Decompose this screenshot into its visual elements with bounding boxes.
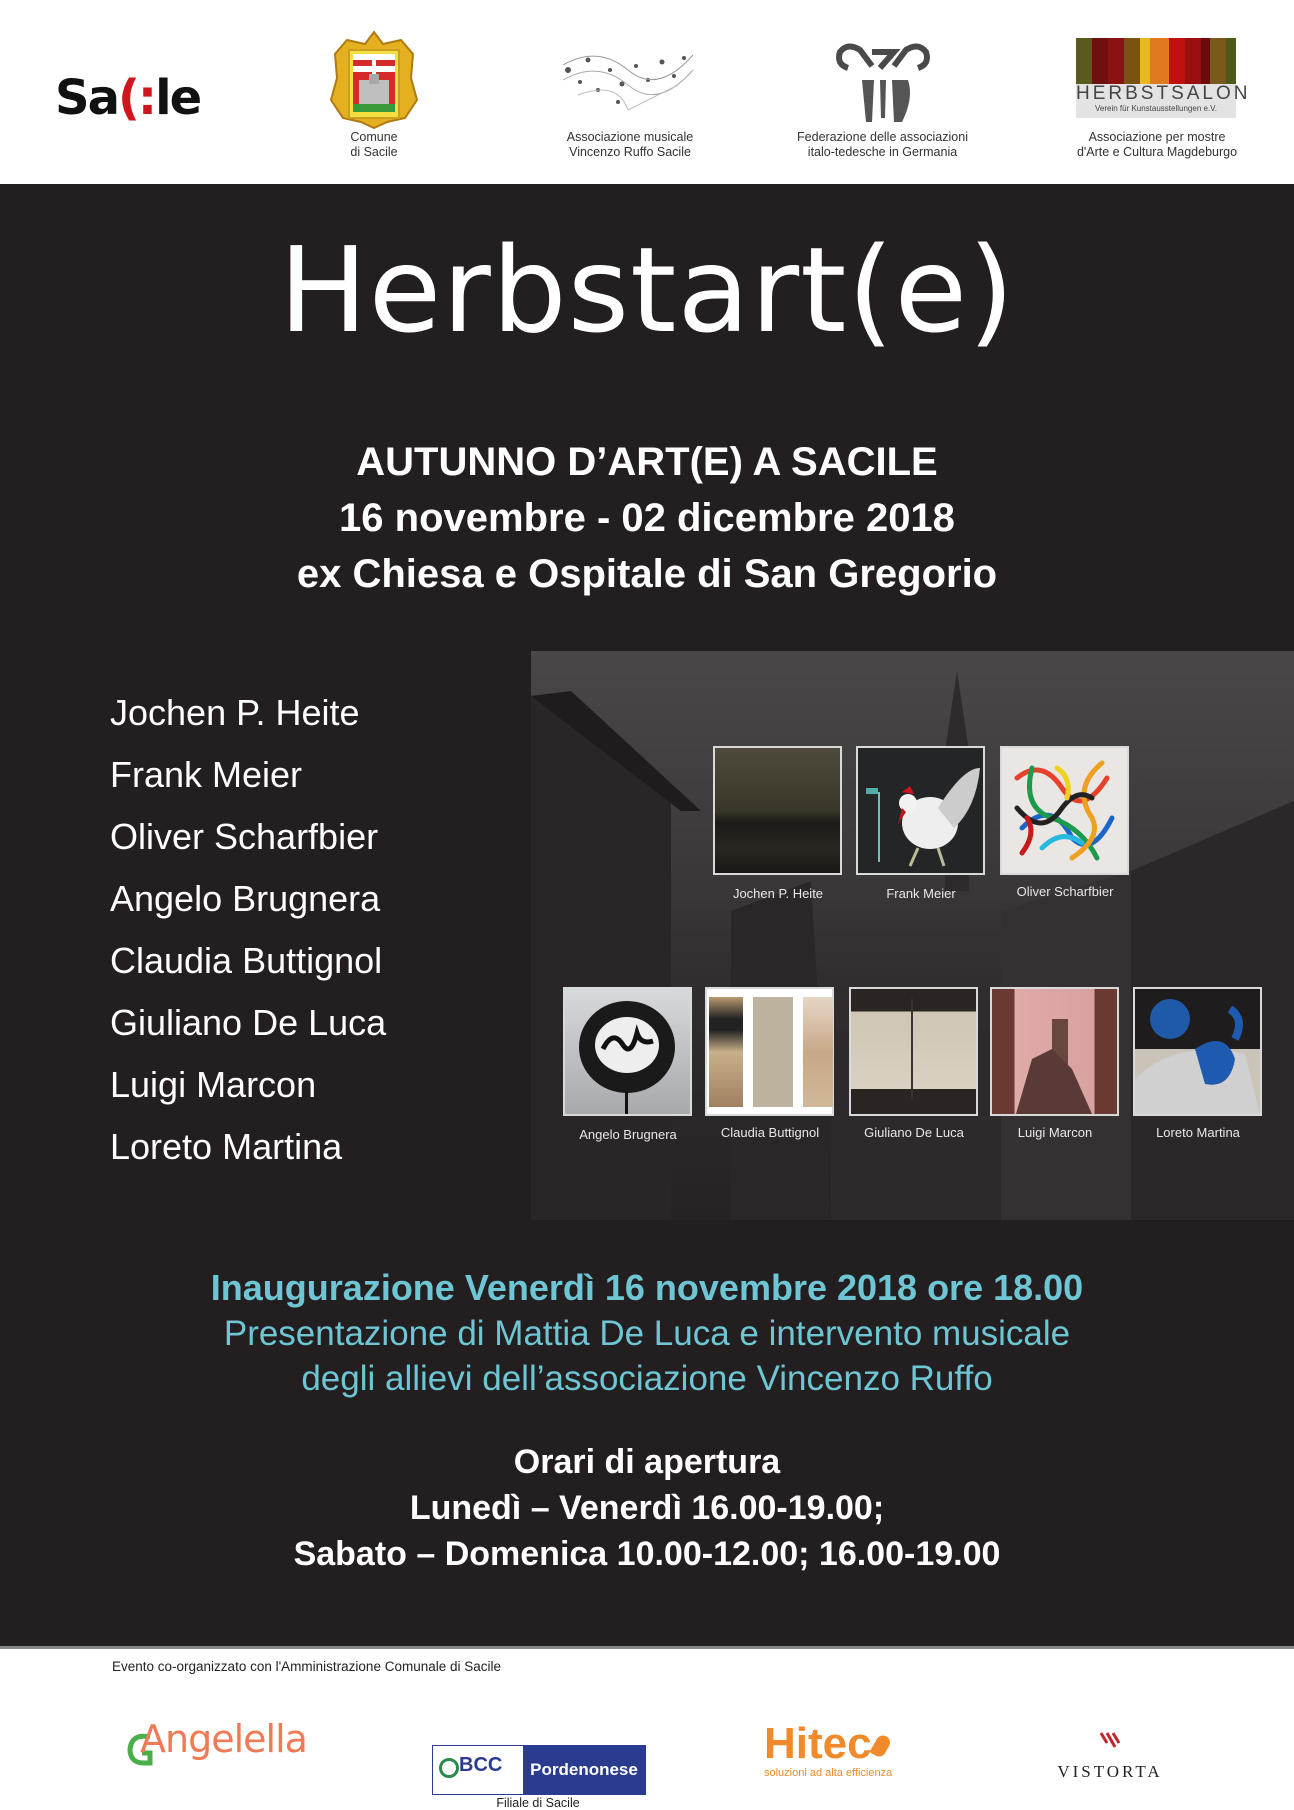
artwork-caption: Loreto Martina [1156, 1125, 1240, 1140]
angelella-wordmark: Angelella [140, 1717, 307, 1761]
caption-line: Comune [350, 130, 398, 144]
header-logo-bar [0, 0, 1294, 184]
caption-line: di Sacile [350, 145, 398, 159]
hitec-drop-icon [869, 1733, 892, 1759]
caption-line: Vincenzo Ruffo Sacile [569, 145, 691, 159]
artwork-thumbnail [705, 987, 834, 1116]
bcc-left [433, 1746, 523, 1794]
artwork-thumbnail [1000, 746, 1129, 875]
ruffo-caption [545, 130, 715, 160]
event-title: Herbstart(e) [278, 221, 1016, 359]
artwork-thumbnail [1133, 987, 1262, 1116]
artists-list [110, 688, 386, 1184]
sacile-logo-part: le [155, 70, 201, 126]
hours-weekend: Sabato – Domenica 10.00-12.00; 16.00-19.00 [293, 1535, 1001, 1573]
hitec-tagline: soluzioni ad alta efficienza [764, 1767, 893, 1779]
hours-heading: Orari di apertura [513, 1443, 781, 1481]
artwork-caption: Claudia Buttignol [720, 1125, 820, 1140]
artist-name: Angelo Brugnera [110, 878, 381, 919]
artwork-caption: Angelo Brugnera [579, 1127, 677, 1142]
vistorta-stripes-icon [1097, 1731, 1123, 1757]
hitec-wordmark: Hitec [764, 1719, 872, 1768]
artist-name: Frank Meier [110, 754, 303, 795]
inauguration-headline: Inaugurazione Venerdì 16 novembre 2018 ore 18.00 [210, 1267, 1084, 1308]
herbstsalon-caption [1062, 130, 1252, 160]
vistorta-logo [1050, 1731, 1170, 1782]
artist-name: Claudia Buttignol [110, 940, 383, 981]
caption-line: Associazione per mostre [1088, 130, 1226, 144]
artwork-thumbnail [713, 746, 842, 875]
event-dates: 16 novembre - 02 dicembre 2018 [339, 496, 955, 540]
sacile-logo-part: Sa [55, 70, 118, 126]
sacile-logo [55, 70, 200, 126]
herbstsalon-tagline: Verein für Kunstausstellungen e.V. [1094, 104, 1217, 113]
sacile-logo-bracket: (: [117, 70, 156, 126]
herbstsalon-wordmark: HERBSTSALON [1076, 83, 1251, 104]
gallery-photo-panel [531, 651, 1294, 1220]
caption-line: d'Arte e Cultura Magdeburgo [1076, 145, 1238, 159]
event-venue: ex Chiesa e Ospitale di San Gregorio [296, 552, 998, 596]
bcc-caption: Filiale di Sacile [496, 1796, 580, 1810]
abstract-blue-painting-icon [1135, 989, 1260, 1114]
comune-crest-icon [327, 30, 421, 130]
sculpture-icon [565, 989, 690, 1114]
caption-line: Associazione musicale [566, 130, 694, 144]
hitec-logo [764, 1721, 892, 1779]
artwork-thumbnail [849, 987, 978, 1116]
artwork-caption: Frank Meier [886, 886, 956, 901]
bcc-cross-icon [439, 1758, 459, 1778]
color-stripes-icon [1076, 38, 1236, 84]
bcc-pordenonese: Pordenonese [523, 1746, 645, 1794]
music-notes-icon [558, 40, 698, 120]
rooster-painting-icon [858, 748, 983, 873]
inauguration-line: Presentazione di Mattia De Luca e intervento musicale [223, 1314, 1071, 1353]
vistorta-wordmark: VISTORTA [1057, 1762, 1163, 1781]
footer-sponsors [0, 1646, 1294, 1810]
artist-name: Oliver Scharfbier [110, 816, 379, 857]
artwork-caption: Jochen P. Heite [732, 886, 824, 901]
co-organizer-note: Evento co-organizzato con l'Amministrazione Comunale di Sacile [112, 1659, 502, 1674]
hours-weekdays: Lunedì – Venerdì 16.00-19.00; [409, 1489, 885, 1527]
bcc-wordmark: BCC [459, 1754, 503, 1776]
artist-name: Loreto Martina [110, 1126, 343, 1167]
abstract-painting-icon [1002, 748, 1127, 873]
artist-name: Jochen P. Heite [110, 692, 360, 733]
herbstsalon-logo [1076, 38, 1251, 118]
comune-caption [322, 130, 426, 160]
federazione-caption [790, 130, 975, 160]
caption-line: italo-tedesche in Germania [807, 145, 958, 159]
artwork-caption: Giuliano De Luca [864, 1125, 964, 1140]
inauguration-line: degli allievi dell’associazione Vincenzo Ruffo [301, 1359, 993, 1398]
artist-name: Giuliano De Luca [110, 1002, 387, 1043]
artwork-caption: Oliver Scharfbier [1016, 884, 1114, 899]
bcc-logo [432, 1745, 646, 1795]
artwork-thumbnail [990, 987, 1119, 1116]
artwork-thumbnail [563, 987, 692, 1116]
artwork-thumbnail [856, 746, 985, 875]
landscape-print-icon [992, 989, 1117, 1114]
event-subtitle: AUTUNNO D’ART(E) A SACILE [356, 440, 938, 484]
ionic-column-icon [828, 38, 938, 124]
artist-name: Luigi Marcon [110, 1064, 317, 1105]
artwork-caption: Luigi Marcon [1017, 1125, 1093, 1140]
caption-line: Federazione delle associazioni [797, 130, 968, 144]
